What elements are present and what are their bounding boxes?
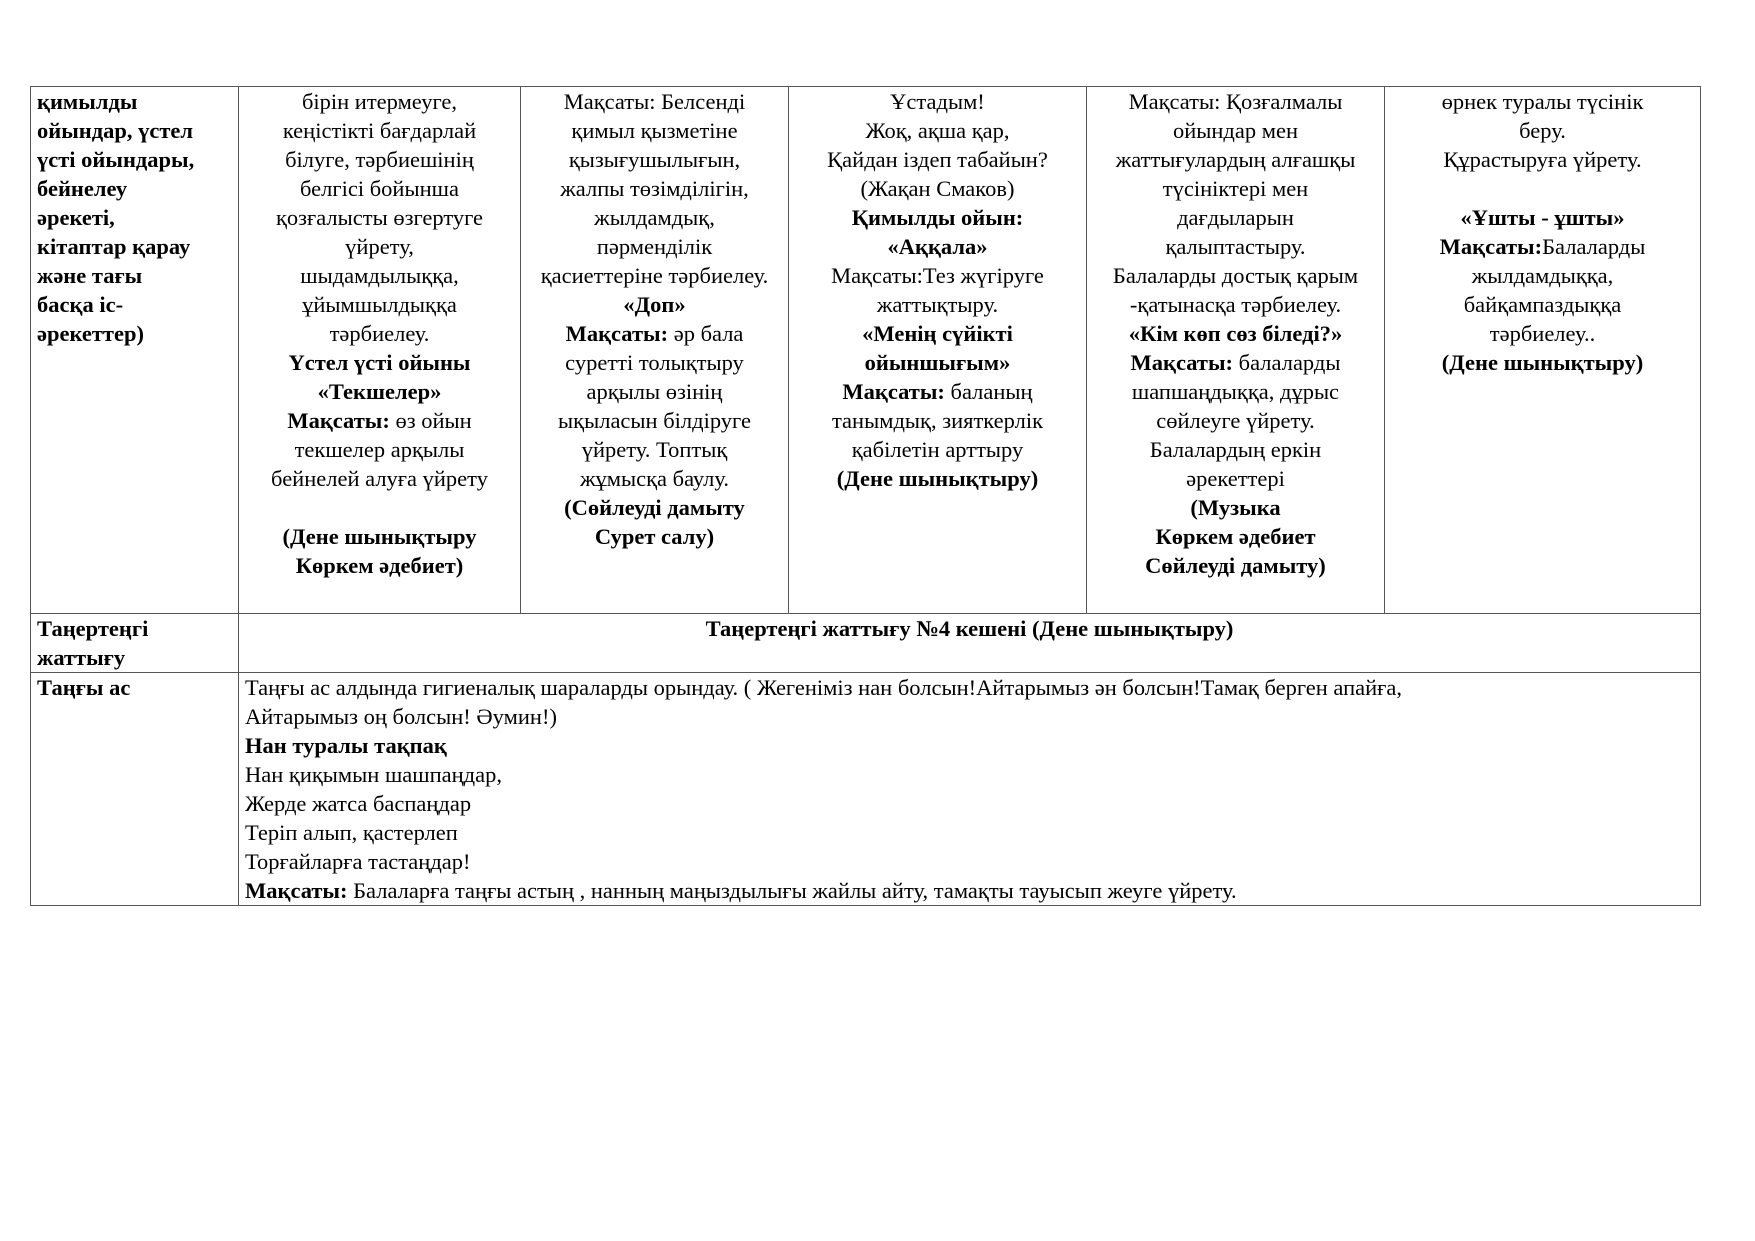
row-label-breakfast — [31, 673, 239, 906]
label-line: әрекеттер) — [37, 321, 144, 346]
text-line: Мақсаты:Тез жүгіруге — [831, 263, 1044, 288]
goal-text: әр бала — [668, 321, 744, 346]
label-line: кітаптар қарау — [37, 234, 191, 259]
text-line: тәрбиелеу.. — [1489, 321, 1596, 346]
label-line: ойындар, үстел — [37, 118, 194, 143]
game-title: Қимылды ойын: — [851, 205, 1024, 230]
poem-title: Нан туралы тақпақ — [245, 733, 447, 758]
text-line: белгісі бойынша — [300, 176, 459, 201]
subject-tag: (Музыка — [1190, 495, 1281, 520]
poem-line: Ұстадым! — [890, 89, 985, 114]
text-line: Құрастыруға үйрету. — [1443, 147, 1642, 172]
text-line: жылдамдық, — [594, 205, 715, 230]
goal-label: Мақсаты: — [287, 408, 390, 433]
game-title: «Текшелер» — [317, 379, 442, 404]
goal-text: Балаларға таңғы астың , нанның маңыздылығы жайлы айту, тамақты тауысып жеуге үйрету. — [347, 878, 1237, 903]
game-title: «Доп» — [623, 292, 686, 317]
goal-line — [795, 377, 1080, 406]
subject-tag: Көркем әдебиет) — [295, 553, 464, 578]
subject-tag: Көркем әдебиет — [1155, 524, 1316, 549]
game-title: Үстел үсті ойыны — [288, 350, 471, 375]
goal-text: өз ойын — [389, 408, 472, 433]
poem-line: Нан қиқымын шашпаңдар, — [245, 762, 502, 787]
goal-label: Мақсаты: — [1439, 234, 1543, 259]
goal-label: Мақсаты: — [565, 321, 669, 346]
text-line: сөйлеуге үйрету. — [1156, 408, 1315, 433]
breakfast-cell — [239, 673, 1701, 906]
text-line: қасиеттеріне тәрбиелеу. — [540, 263, 769, 288]
text-line: кеңістікті бағдарлай — [282, 118, 477, 143]
goal-text: Балаларды — [1542, 234, 1646, 259]
text-line: әрекеттері — [1186, 466, 1285, 491]
text-line: пәрменділік — [596, 234, 713, 259]
text-line: түсініктері мен — [1162, 176, 1309, 201]
text-line: тәрбиелеу. — [329, 321, 430, 346]
spacer — [245, 493, 514, 522]
label-line: және тағы — [37, 263, 143, 288]
text-line: жылдамдыққа, — [1471, 263, 1614, 288]
text-line: өрнек туралы түсінік — [1441, 89, 1644, 114]
subject-tag: (Дене шынықтыру — [282, 524, 477, 549]
label-line: Таңертеңгі — [37, 616, 149, 641]
text-line: бірін итермеуге, — [301, 89, 458, 114]
spacer — [1391, 174, 1694, 203]
text-line: танымдық, зияткерлік — [831, 408, 1044, 433]
day-cell-wednesday — [789, 87, 1087, 614]
text-line: қалыптастыру. — [1165, 234, 1306, 259]
goal-label: Мақсаты: — [245, 878, 348, 903]
text-line: арқылы өзінің — [586, 379, 723, 404]
text-line: ұйымшылдыққа — [302, 292, 457, 317]
text-line: Мақсаты: Белсенді — [563, 89, 746, 114]
subject-tag: Сурет салу) — [594, 524, 715, 549]
text-line: қабілетін арттыру — [851, 437, 1024, 462]
poem-line: Қайдан іздеп табайын? — [827, 147, 1048, 172]
text-line: суретті толықтыру — [565, 350, 744, 375]
game-title: «Аққала» — [887, 234, 988, 259]
goal-line — [527, 319, 782, 348]
text-line: жұмысқа баулу. — [579, 466, 730, 491]
row-label-activities — [31, 87, 239, 614]
text-line: бейнелей алуға үйрету — [271, 466, 488, 491]
text-line: ойындар мен — [1172, 118, 1299, 143]
text-line: текшелер арқылы — [294, 437, 465, 462]
goal-line — [245, 876, 1694, 905]
game-title: ойыншығым» — [864, 350, 1011, 375]
text-line: үйрету. Топтық — [581, 437, 728, 462]
goal-line — [1391, 232, 1694, 261]
day-cell-monday — [239, 87, 521, 614]
poem-line: Теріп алып, қастерлеп — [245, 820, 458, 845]
text-line: жалпы төзімділігін, — [560, 176, 749, 201]
day-cell-friday — [1385, 87, 1701, 614]
label-line: бейнелеу — [37, 176, 128, 201]
goal-text: балаларды — [1233, 350, 1341, 375]
day-cell-thursday — [1087, 87, 1385, 614]
text-line: жаттықтыру. — [876, 292, 999, 317]
poem-author: (Жақан Смаков) — [860, 176, 1015, 201]
row-label-morning-exercise — [31, 614, 239, 673]
poem-line: Жоқ, ақша қар, — [865, 118, 1010, 143]
text-line: Балалардың еркін — [1149, 437, 1322, 462]
intro-line: Таңғы ас алдында гигиеналық шараларды орындау. ( Жегеніміз нан болсын!Айтарымыз ән болсын!Тамақ берген апайға, — [245, 675, 1403, 700]
subject-tag: (Сөйлеуді дамыту — [564, 495, 745, 520]
game-title: «Ұшты - ұшты» — [1460, 205, 1625, 230]
text-line: Мақсаты: Қозғалмалы — [1128, 89, 1343, 114]
goal-line — [1093, 348, 1378, 377]
intro-line: Айтарымыз оң болсын! Әумин!) — [245, 704, 557, 729]
goal-line — [245, 406, 514, 435]
subject-tag: (Дене шынықтыру) — [836, 466, 1039, 491]
game-title: «Менің сүйікті — [862, 321, 1013, 346]
text-line: -қатынасқа тәрбиелеу. — [1129, 292, 1342, 317]
goal-text: баланың — [944, 379, 1033, 404]
text-line: байқампаздыққа — [1463, 292, 1622, 317]
label-line: жаттығу — [37, 645, 126, 670]
table-row — [31, 614, 1701, 673]
text-line: шапшаңдыққа, дұрыс — [1131, 379, 1340, 404]
text-line: дағдыларын — [1177, 205, 1294, 230]
morning-exercise-cell — [239, 614, 1701, 673]
table-row — [31, 673, 1701, 906]
label-line: Таңғы ас — [37, 675, 131, 700]
table-row — [31, 87, 1701, 614]
goal-label: Мақсаты: — [842, 379, 945, 404]
label-line: басқа іс- — [37, 292, 124, 317]
text-line: қызығушылығын, — [568, 147, 741, 172]
subject-tag: Сөйлеуді дамыту) — [1145, 553, 1326, 578]
subject-tag: (Дене шынықтыру) — [1441, 350, 1644, 375]
game-title: «Кім көп сөз біледі?» — [1128, 321, 1343, 346]
text-line: қозғалысты өзгертуге — [275, 205, 484, 230]
text-line: ықыласын білдіруге — [558, 408, 751, 433]
text-line: жаттығулардың алғашқы — [1115, 147, 1356, 172]
text-line: беру. — [1519, 118, 1566, 143]
poem-line: Жерде жатса баспаңдар — [245, 791, 472, 816]
text-line: үйрету, — [345, 234, 414, 259]
label-line: үсті ойындары, — [37, 147, 195, 172]
text-line: қимыл қызметіне — [571, 118, 738, 143]
poem-line: Торғайларға тастаңдар! — [245, 849, 471, 874]
label-line: қимылды — [37, 89, 138, 114]
schedule-table — [30, 86, 1701, 906]
text-line: білуге, тәрбиешінің — [285, 147, 474, 172]
text-line: Балаларды достық қарым — [1112, 263, 1359, 288]
goal-label: Мақсаты: — [1130, 350, 1234, 375]
day-cell-tuesday — [521, 87, 789, 614]
morning-exercise-text: Таңертеңгі жаттығу №4 кешені (Дене шынықтыру) — [705, 616, 1234, 641]
label-line: әрекеті, — [37, 205, 115, 230]
text-line: шыдамдылыққа, — [300, 263, 459, 288]
